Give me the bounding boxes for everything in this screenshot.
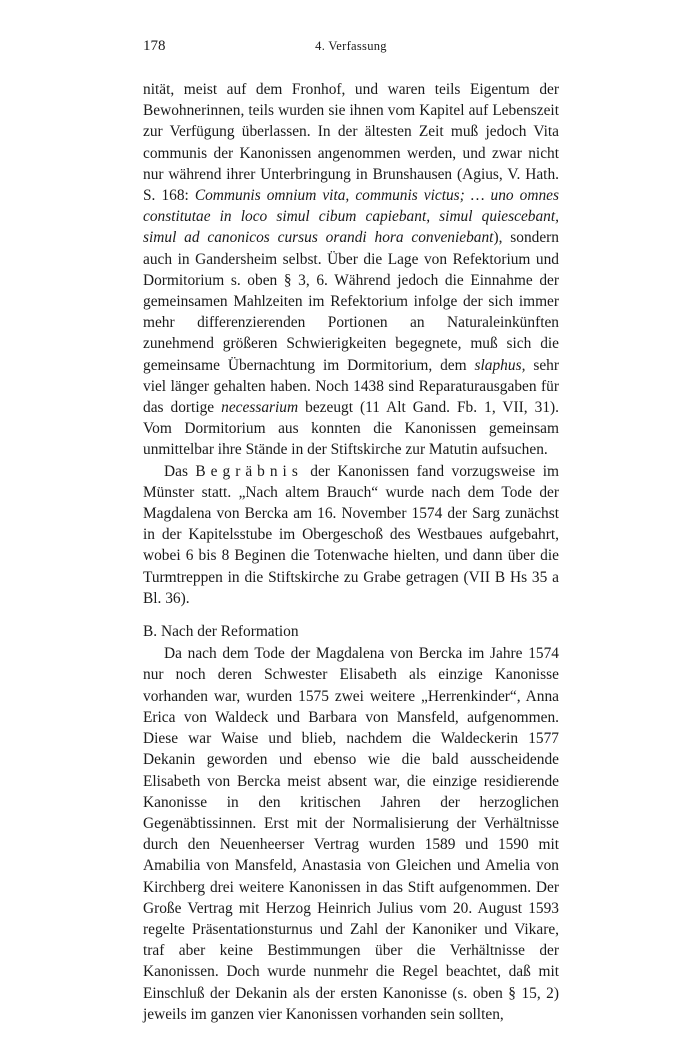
- latin-quote: Communis omnium vita, communis victus; … uno omnes constitutae in loco simul cibum capiebant, simul quiescebant, simul ad canonicos cursus orandi hora conveniebant: [143, 187, 559, 247]
- running-title: 4. Verfassung: [315, 39, 387, 53]
- paragraph-after-reformation: Da nach dem Tode der Magdalena von Bercka im Jahre 1574 nur noch deren Schwester Elisabeth als einzige Kanonisse vorhanden war, wurden 1575 zwei weitere „Herrenkinder“, Anna Erica von Waldeck und Barbara von Mansfeld, aufgenommen. Diese war Waise und blieb, nachdem die Waldeckerin 1577 Dekanin geworden und ebenso wie die bald ausscheidende Elisabeth von Bercka meist absent war, die einzige residierende Kanonisse in den kritischen Jahren der herzoglichen Gegenäbtissinnen. Erst mit der Normalisierung der Verhältnisse durch den Neuenheerser Vertrag wurden 1589 und 1590 mit Amabilia von Mansfeld, Anastasia von Gleichen und Amelia von Kirchberg drei weitere Kanonissen in das Stift aufgenommen. Der Große Vertrag mit Herzog Heinrich Julius vom 20. August 1593 regelte Präsentationsturnus und Zahl der Kanoniker und Vikare, traf aber keine Bestimmungen über die Verhältnisse der Kanonissen. Doch wurde nunmehr die Regel beachtet, daß mit Einschluß der Dekanin als der ersten Kanonisse (s. oben § 15, 2) jeweils im ganzen vier Kanonissen vorhanden sein sollten,: [143, 645, 559, 1023]
- page-header: [143, 38, 559, 58]
- term-slaphus: slaphus,: [474, 356, 526, 374]
- section-heading: B. Nach der Reformation: [143, 623, 299, 641]
- body-text: [143, 79, 559, 1025]
- page-number: 178: [143, 38, 166, 54]
- paragraph-refectory-dormitory: nität, meist auf dem Fronhof, und waren teils Eigentum der Bewohnerinnen, teils wurden sie ihnen vom Kapitel auf Lebenszeit zur Verfügung überlassen. In der ältesten Zeit muß jedoch Vita communis der Kanonissen angenommen werden, und zwar nicht nur während ihrer Unterbringung in Brunshausen (Agius, V. Hath. S. 168: Communis omnium vita, communis victus; … uno omnes constitutae in loco simul cibum capiebant, simul quiescebant, simul ad canonicos cursus orandi hora conveniebant), sondern auch in Gandersheim selbst. Über die Lage von Refektorium und Dormitorium s. oben § 3, 6. Während jedoch die Einnahme der gemeinsamen Mahlzeiten im Refektorium infolge der sich immer mehr differenzierenden Portionen an Naturaleinkünften zunehmend größeren Schwierigkeiten begegnete, muß sich die gemeinsame Übernachtung im Dormitorium, dem slaphus, sehr viel länger gehalten haben. Noch 1438 sind Reparaturausgaben für das dortige necessarium bezeugt (11 Alt Gand. Fb. 1, VII, 31). Vom Dormitorium aus konnten die Kanonissen gemeinsam unmittelbar ihre Stände in der Stiftskirche zur Matutin aufsuchen.: [143, 81, 559, 459]
- spaced-term-begraebnis: Begräbnis: [195, 462, 303, 480]
- paragraph-burial: Das Begräbnis der Kanonissen fand vorzugsweise im Münster statt. „Nach altem Brauch“ wurde nach dem Tode der Magdalena von Bercka am 16. November 1574 der Sarg zunächst in der Kapitelsstube im Obergeschoß des Westbaues aufgebahrt, wobei 6 bis 8 Beginen die Totenwache hielten, und dann über die Turmtreppen in die Stiftskirche zu Grabe getragen (VII B Hs 35 a Bl. 36).: [143, 462, 559, 607]
- term-necessarium: necessarium: [221, 399, 299, 417]
